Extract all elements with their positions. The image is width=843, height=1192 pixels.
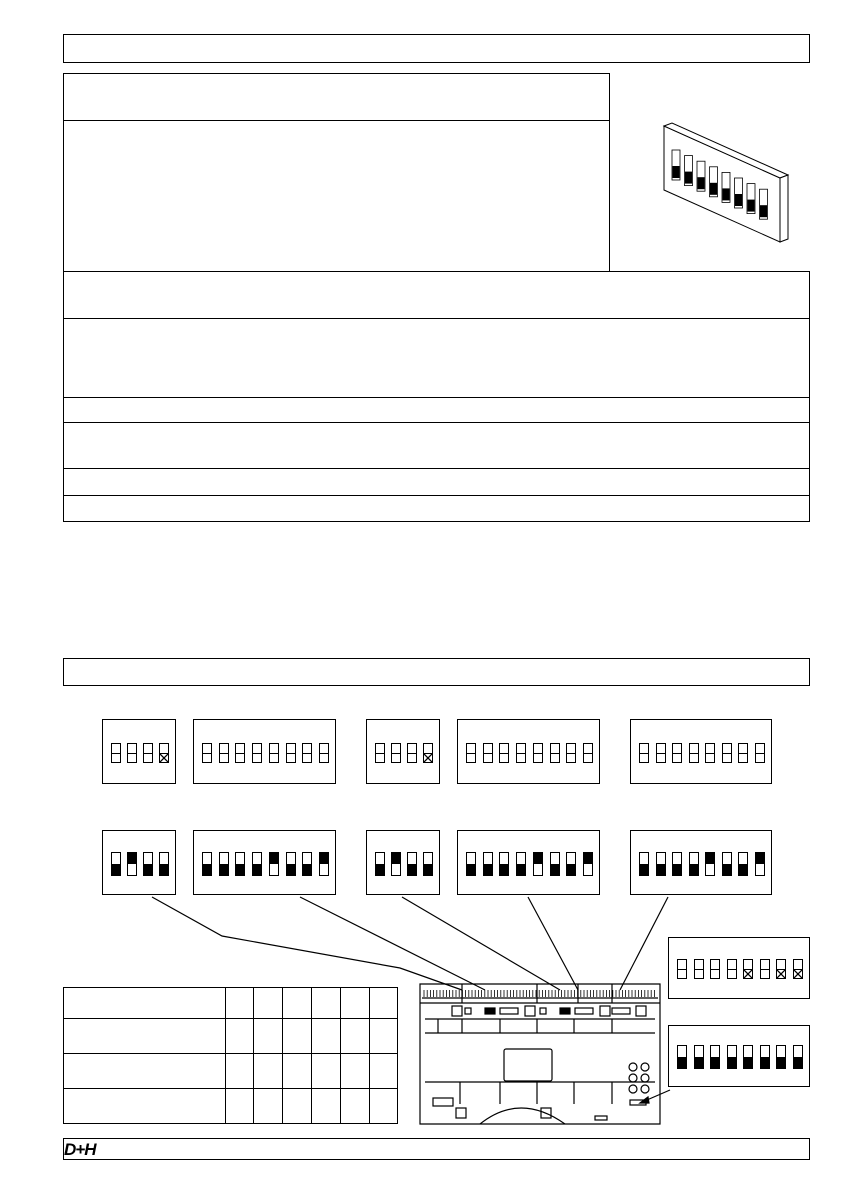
table-cell: [341, 1054, 369, 1089]
table-cell: [341, 1089, 369, 1124]
table-cell: [254, 1019, 282, 1054]
table-cell: [369, 1019, 397, 1054]
table-cell: [282, 988, 311, 1019]
table-cell: [254, 1089, 282, 1124]
table-cell: [341, 988, 369, 1019]
table-row: [64, 1089, 398, 1124]
table-row: [64, 988, 398, 1019]
table-cell: [64, 1089, 226, 1124]
table-cell: [64, 1054, 226, 1089]
table-cell: [312, 1089, 341, 1124]
table-row: [64, 1019, 398, 1054]
table-cell: [282, 1089, 311, 1124]
table-cell: [254, 988, 282, 1019]
table-cell: [312, 1054, 341, 1089]
table-cell: [312, 1019, 341, 1054]
dh-logo: D+H: [64, 1140, 96, 1159]
table-cell: [282, 1054, 311, 1089]
settings-table: [63, 987, 398, 1124]
table-cell: [64, 1019, 226, 1054]
table-cell: [226, 988, 254, 1019]
table-cell: [226, 1089, 254, 1124]
table-cell: [254, 1054, 282, 1089]
table-cell: [226, 1019, 254, 1054]
footer-bar: [63, 1138, 810, 1160]
table-cell: [282, 1019, 311, 1054]
table-cell: [369, 988, 397, 1019]
table-cell: [226, 1054, 254, 1089]
table-cell: [312, 988, 341, 1019]
table-cell: [369, 1089, 397, 1124]
table-cell: [369, 1054, 397, 1089]
table-cell: [64, 988, 226, 1019]
table-row: [64, 1054, 398, 1089]
table-cell: [341, 1019, 369, 1054]
